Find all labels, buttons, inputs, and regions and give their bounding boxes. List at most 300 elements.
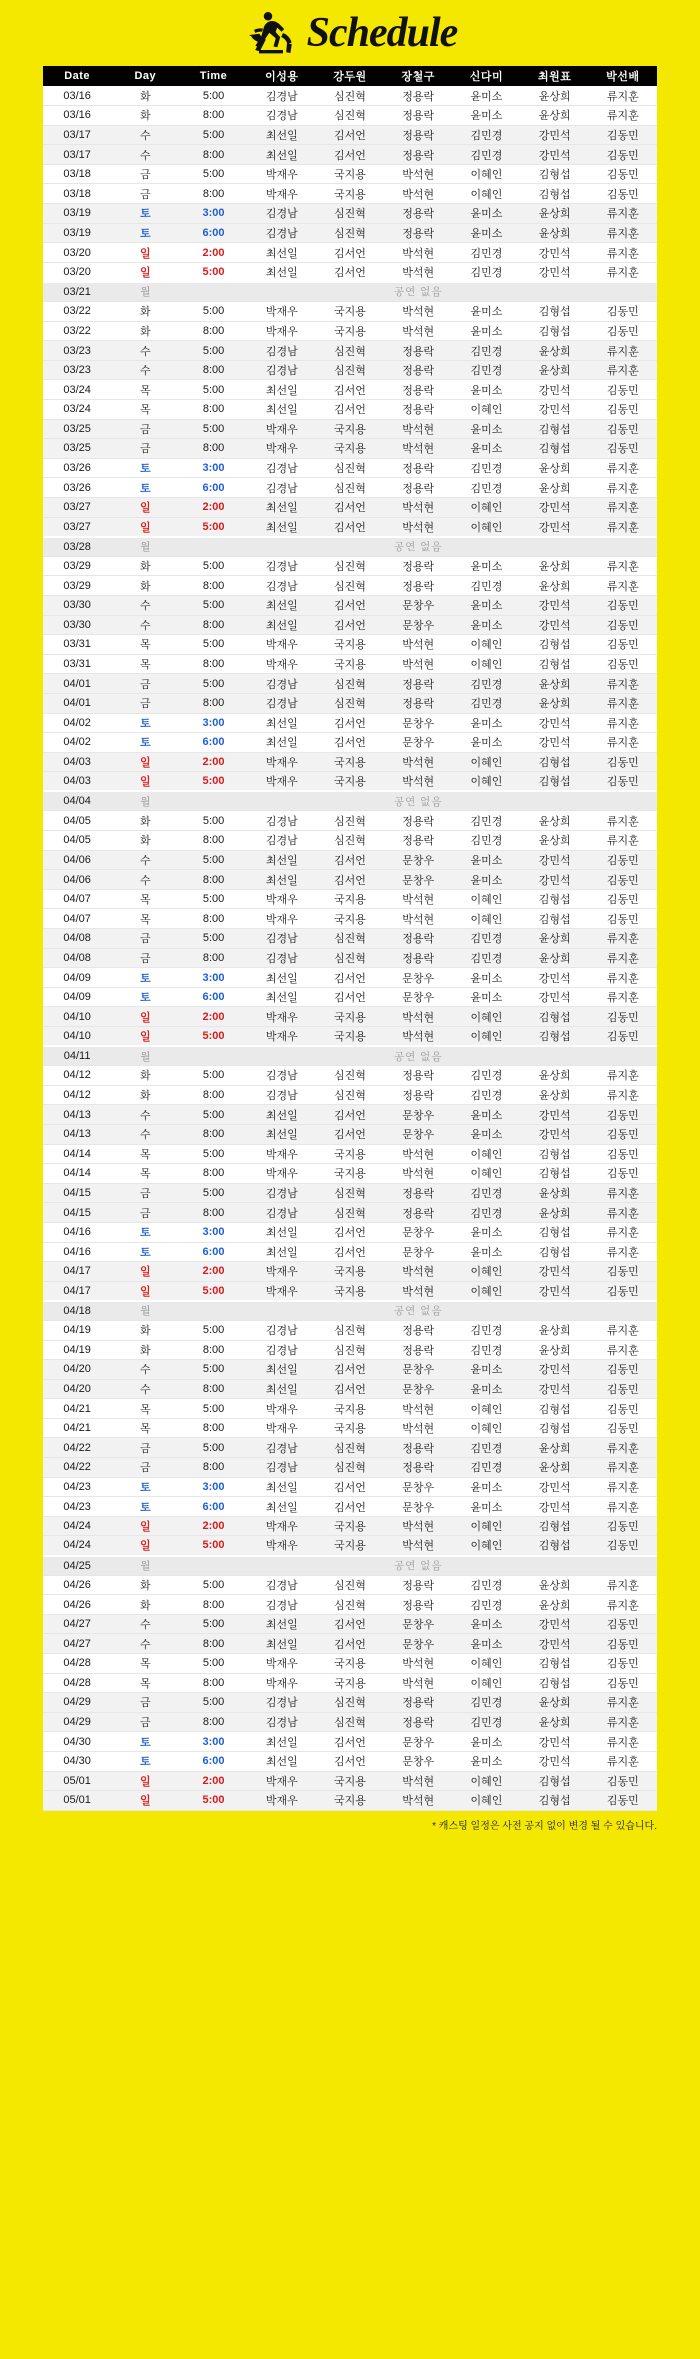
cell-cast-2: 김서언 — [316, 125, 384, 145]
table-row — [43, 556, 657, 576]
cell-cast-4: 윤미소 — [452, 1242, 520, 1262]
cell-day: 수 — [111, 1379, 179, 1399]
cell-day: 화 — [111, 1595, 179, 1615]
cell-date: 05/01 — [43, 1771, 111, 1791]
cell-cast-2: 김서언 — [316, 497, 384, 517]
cell-time: 8:00 — [179, 1634, 247, 1654]
cell-cast-3: 박석현 — [384, 1536, 452, 1556]
cell-day: 월 — [111, 791, 179, 811]
cell-cast-4: 윤미소 — [452, 106, 520, 126]
cell-time: 8:00 — [179, 360, 247, 380]
cell-date: 04/25 — [43, 1556, 111, 1576]
table-row — [43, 850, 657, 870]
cell-cast-1: 김경남 — [248, 204, 316, 224]
cell-cast-1: 김경남 — [248, 1183, 316, 1203]
cell-cast-6: 류지훈 — [589, 360, 657, 380]
cell-time: 5:00 — [179, 1066, 247, 1086]
cell-cast-2: 김서언 — [316, 1751, 384, 1771]
cell-day: 수 — [111, 125, 179, 145]
cell-day: 화 — [111, 831, 179, 851]
cell-time: 5:00 — [179, 595, 247, 615]
cell-cast-5: 강민석 — [521, 1477, 589, 1497]
table-row — [43, 380, 657, 400]
table-row — [43, 1771, 657, 1791]
cell-day: 화 — [111, 556, 179, 576]
cell-cast-4: 윤미소 — [452, 439, 520, 459]
table-row — [43, 1007, 657, 1027]
cell-cast-3: 정용락 — [384, 360, 452, 380]
cell-date: 04/09 — [43, 968, 111, 988]
cell-cast-2: 심진혁 — [316, 831, 384, 851]
cell-cast-6: 김동민 — [589, 1673, 657, 1693]
cell-cast-4: 김민경 — [452, 1085, 520, 1105]
cell-cast-4: 이혜인 — [452, 1771, 520, 1791]
table-row — [43, 145, 657, 165]
cell-cast-5: 김형섭 — [521, 909, 589, 929]
cell-day: 일 — [111, 1262, 179, 1282]
cell-time: 2:00 — [179, 1007, 247, 1027]
cell-cast-6: 류지훈 — [589, 811, 657, 831]
cell-cast-6: 류지훈 — [589, 693, 657, 713]
cell-cast-4: 김민경 — [452, 929, 520, 949]
cell-cast-5: 윤상희 — [521, 1066, 589, 1086]
cell-time: 8:00 — [179, 145, 247, 165]
cell-cast-2: 김서언 — [316, 595, 384, 615]
cell-time: 5:00 — [179, 1438, 247, 1458]
cell-cast-6: 류지훈 — [589, 1458, 657, 1478]
cell-cast-3: 박석현 — [384, 635, 452, 655]
cell-time: 5:00 — [179, 164, 247, 184]
cell-date: 04/05 — [43, 831, 111, 851]
cell-cast-6: 류지훈 — [589, 674, 657, 694]
cell-cast-4: 이혜인 — [452, 184, 520, 204]
table-row — [43, 360, 657, 380]
cell-cast-5: 김형섭 — [521, 439, 589, 459]
table-row — [43, 870, 657, 890]
cell-cast-5: 김형섭 — [521, 1791, 589, 1811]
cell-cast-4: 윤미소 — [452, 1124, 520, 1144]
cell-cast-2: 국지용 — [316, 1654, 384, 1674]
cell-cast-3: 박석현 — [384, 164, 452, 184]
cell-day: 화 — [111, 106, 179, 126]
cell-cast-3: 박석현 — [384, 497, 452, 517]
cell-cast-4: 이혜인 — [452, 400, 520, 420]
cell-date: 03/20 — [43, 262, 111, 282]
cell-day: 금 — [111, 1693, 179, 1713]
cell-cast-1: 박재우 — [248, 1399, 316, 1419]
cell-cast-2: 국지용 — [316, 1673, 384, 1693]
cell-time: 5:00 — [179, 380, 247, 400]
cell-cast-3: 정용락 — [384, 1693, 452, 1713]
cell-cast-5: 강민석 — [521, 497, 589, 517]
cell-time: 8:00 — [179, 1203, 247, 1223]
table-row — [43, 713, 657, 733]
cell-cast-1: 김경남 — [248, 341, 316, 361]
cell-cast-6: 류지훈 — [589, 929, 657, 949]
cell-time: 5:00 — [179, 1791, 247, 1811]
cell-no-show-label: 공연 없음 — [179, 282, 657, 302]
table-row — [43, 400, 657, 420]
cell-cast-1: 최선일 — [248, 243, 316, 263]
cell-cast-2: 김서언 — [316, 1732, 384, 1752]
cell-day: 수 — [111, 341, 179, 361]
cell-cast-1: 최선일 — [248, 713, 316, 733]
cell-time: 5:00 — [179, 517, 247, 537]
cell-cast-5: 윤상희 — [521, 1712, 589, 1732]
cell-cast-3: 박석현 — [384, 752, 452, 772]
table-row-no-show — [43, 1556, 657, 1576]
cell-cast-3: 정용락 — [384, 478, 452, 498]
cell-date: 03/31 — [43, 654, 111, 674]
cell-cast-2: 김서언 — [316, 243, 384, 263]
cell-time: 5:00 — [179, 674, 247, 694]
table-row — [43, 987, 657, 1007]
cell-date: 04/24 — [43, 1516, 111, 1536]
table-row — [43, 674, 657, 694]
cell-time: 8:00 — [179, 106, 247, 126]
cell-cast-1: 박재우 — [248, 1027, 316, 1047]
cell-day: 목 — [111, 1418, 179, 1438]
cell-cast-4: 윤미소 — [452, 1614, 520, 1634]
cell-date: 03/25 — [43, 439, 111, 459]
table-row — [43, 1673, 657, 1693]
cell-day: 금 — [111, 948, 179, 968]
cell-time: 5:00 — [179, 125, 247, 145]
cell-cast-3: 문창우 — [384, 1477, 452, 1497]
cell-cast-3: 정용락 — [384, 929, 452, 949]
cell-cast-4: 김민경 — [452, 243, 520, 263]
cell-cast-6: 김동민 — [589, 889, 657, 909]
cell-day: 토 — [111, 1242, 179, 1262]
cell-cast-5: 윤상희 — [521, 1693, 589, 1713]
cell-cast-4: 김민경 — [452, 811, 520, 831]
cell-time: 2:00 — [179, 1262, 247, 1282]
cell-cast-3: 정용락 — [384, 674, 452, 694]
cell-cast-3: 문창우 — [384, 1732, 452, 1752]
table-row — [43, 1654, 657, 1674]
cell-day: 화 — [111, 1320, 179, 1340]
cell-cast-6: 김동민 — [589, 1654, 657, 1674]
cell-cast-4: 이혜인 — [452, 1144, 520, 1164]
cell-cast-2: 김서언 — [316, 968, 384, 988]
cell-time: 2:00 — [179, 1771, 247, 1791]
cell-cast-3: 박석현 — [384, 1673, 452, 1693]
cell-day: 화 — [111, 811, 179, 831]
cell-cast-6: 김동민 — [589, 419, 657, 439]
cell-cast-3: 정용락 — [384, 831, 452, 851]
cell-cast-1: 박재우 — [248, 1262, 316, 1282]
cell-cast-2: 심진혁 — [316, 1575, 384, 1595]
cell-day: 토 — [111, 968, 179, 988]
cell-time: 6:00 — [179, 1497, 247, 1517]
cell-day: 토 — [111, 987, 179, 1007]
cell-cast-2: 국지용 — [316, 772, 384, 792]
cell-date: 03/24 — [43, 380, 111, 400]
cell-cast-6: 김동민 — [589, 1614, 657, 1634]
cell-cast-6: 김동민 — [589, 1379, 657, 1399]
cell-cast-6: 김동민 — [589, 654, 657, 674]
cell-cast-6: 류지훈 — [589, 262, 657, 282]
table-row — [43, 1320, 657, 1340]
cell-cast-3: 정용락 — [384, 1183, 452, 1203]
cell-time: 8:00 — [179, 576, 247, 596]
cell-cast-2: 김서언 — [316, 1497, 384, 1517]
cell-cast-4: 윤미소 — [452, 1360, 520, 1380]
cell-cast-1: 박재우 — [248, 1281, 316, 1301]
col-time: Time — [179, 66, 247, 86]
cell-cast-1: 김경남 — [248, 1438, 316, 1458]
cell-cast-4: 이혜인 — [452, 1516, 520, 1536]
cell-date: 04/02 — [43, 733, 111, 753]
cell-cast-1: 최선일 — [248, 733, 316, 753]
table-row — [43, 1477, 657, 1497]
cell-cast-1: 김경남 — [248, 674, 316, 694]
table-row — [43, 86, 657, 106]
cell-cast-1: 박재우 — [248, 164, 316, 184]
cell-date: 04/16 — [43, 1242, 111, 1262]
cell-time: 8:00 — [179, 615, 247, 635]
cell-cast-6: 류지훈 — [589, 458, 657, 478]
cell-time: 3:00 — [179, 1477, 247, 1497]
cell-date: 04/19 — [43, 1320, 111, 1340]
cell-cast-2: 심진혁 — [316, 360, 384, 380]
cell-date: 04/09 — [43, 987, 111, 1007]
cell-cast-3: 문창우 — [384, 1614, 452, 1634]
cell-cast-2: 국지용 — [316, 1281, 384, 1301]
table-row — [43, 1085, 657, 1105]
cell-cast-6: 김동민 — [589, 1105, 657, 1125]
cell-cast-1: 최선일 — [248, 615, 316, 635]
cell-day: 수 — [111, 870, 179, 890]
cell-cast-4: 김민경 — [452, 1712, 520, 1732]
cell-cast-2: 김서언 — [316, 1477, 384, 1497]
table-row-no-show — [43, 1301, 657, 1321]
cell-day: 토 — [111, 1222, 179, 1242]
cell-cast-6: 김동민 — [589, 321, 657, 341]
table-row-no-show — [43, 1046, 657, 1066]
cell-cast-3: 정용락 — [384, 1066, 452, 1086]
cell-day: 목 — [111, 1399, 179, 1419]
cell-cast-1: 박재우 — [248, 184, 316, 204]
cell-cast-1: 김경남 — [248, 1458, 316, 1478]
cell-time: 5:00 — [179, 1614, 247, 1634]
cell-cast-3: 박석현 — [384, 243, 452, 263]
cell-date: 04/06 — [43, 850, 111, 870]
cell-cast-5: 김형섭 — [521, 654, 589, 674]
cell-date: 04/30 — [43, 1751, 111, 1771]
cell-cast-4: 이혜인 — [452, 1027, 520, 1047]
cell-date: 03/22 — [43, 321, 111, 341]
cell-time: 8:00 — [179, 831, 247, 851]
cell-cast-4: 이혜인 — [452, 1536, 520, 1556]
cell-day: 토 — [111, 1477, 179, 1497]
cell-cast-5: 윤상희 — [521, 576, 589, 596]
cell-cast-4: 이혜인 — [452, 1418, 520, 1438]
table-row — [43, 106, 657, 126]
cell-cast-6: 김동민 — [589, 125, 657, 145]
cell-cast-1: 김경남 — [248, 86, 316, 106]
cell-cast-6: 김동민 — [589, 145, 657, 165]
cell-day: 일 — [111, 1536, 179, 1556]
cell-cast-3: 박석현 — [384, 1791, 452, 1811]
table-row — [43, 1124, 657, 1144]
cell-cast-3: 문창우 — [384, 1751, 452, 1771]
cell-date: 04/12 — [43, 1066, 111, 1086]
cell-cast-1: 김경남 — [248, 1066, 316, 1086]
cell-cast-6: 류지훈 — [589, 948, 657, 968]
cell-cast-3: 문창우 — [384, 713, 452, 733]
table-row — [43, 1575, 657, 1595]
cell-cast-4: 윤미소 — [452, 1105, 520, 1125]
cell-date: 04/12 — [43, 1085, 111, 1105]
cell-cast-5: 김형섭 — [521, 889, 589, 909]
cell-day: 토 — [111, 1732, 179, 1752]
cell-cast-6: 류지훈 — [589, 86, 657, 106]
table-row — [43, 1536, 657, 1556]
table-row — [43, 419, 657, 439]
cell-time: 8:00 — [179, 439, 247, 459]
cell-cast-5: 강민석 — [521, 850, 589, 870]
cell-cast-5: 강민석 — [521, 517, 589, 537]
col-cast-4: 신다미 — [452, 66, 520, 86]
cell-cast-5: 김형섭 — [521, 1399, 589, 1419]
cell-cast-5: 강민석 — [521, 400, 589, 420]
cell-cast-3: 정용락 — [384, 693, 452, 713]
cell-cast-5: 윤상희 — [521, 948, 589, 968]
cell-date: 04/30 — [43, 1732, 111, 1752]
cell-cast-5: 김형섭 — [521, 1222, 589, 1242]
cell-day: 일 — [111, 243, 179, 263]
cell-cast-4: 윤미소 — [452, 223, 520, 243]
cell-cast-4: 김민경 — [452, 262, 520, 282]
table-header-row — [43, 66, 657, 86]
cell-cast-2: 심진혁 — [316, 1066, 384, 1086]
cell-cast-5: 윤상희 — [521, 556, 589, 576]
cell-day: 수 — [111, 615, 179, 635]
cell-cast-1: 박재우 — [248, 439, 316, 459]
cell-cast-3: 박석현 — [384, 1516, 452, 1536]
cell-cast-6: 김동민 — [589, 752, 657, 772]
cell-day: 화 — [111, 86, 179, 106]
cell-day: 목 — [111, 380, 179, 400]
cell-date: 04/16 — [43, 1222, 111, 1242]
table-row — [43, 1027, 657, 1047]
cell-cast-3: 문창우 — [384, 1379, 452, 1399]
cell-date: 04/01 — [43, 693, 111, 713]
cell-cast-1: 최선일 — [248, 870, 316, 890]
cell-date: 04/17 — [43, 1262, 111, 1282]
table-row — [43, 948, 657, 968]
cell-cast-3: 박석현 — [384, 1027, 452, 1047]
table-row — [43, 929, 657, 949]
col-cast-6: 박선배 — [589, 66, 657, 86]
table-row — [43, 1438, 657, 1458]
cell-cast-1: 박재우 — [248, 635, 316, 655]
cell-cast-3: 박석현 — [384, 1281, 452, 1301]
cell-cast-5: 강민석 — [521, 1497, 589, 1517]
cell-date: 04/23 — [43, 1477, 111, 1497]
cell-cast-4: 김민경 — [452, 145, 520, 165]
cell-cast-6: 김동민 — [589, 380, 657, 400]
cell-day: 목 — [111, 909, 179, 929]
cell-cast-2: 심진혁 — [316, 1595, 384, 1615]
cell-cast-2: 국지용 — [316, 1144, 384, 1164]
cell-time: 5:00 — [179, 1105, 247, 1125]
cell-cast-5: 강민석 — [521, 987, 589, 1007]
schedule-table-wrap — [43, 66, 657, 1811]
cell-cast-4: 윤미소 — [452, 1222, 520, 1242]
cell-cast-2: 국지용 — [316, 419, 384, 439]
cell-cast-6: 김동민 — [589, 1262, 657, 1282]
table-row — [43, 1242, 657, 1262]
cell-cast-1: 최선일 — [248, 125, 316, 145]
cell-time: 5:00 — [179, 850, 247, 870]
cell-cast-3: 정용락 — [384, 380, 452, 400]
cell-cast-3: 문창우 — [384, 1124, 452, 1144]
cell-cast-4: 윤미소 — [452, 419, 520, 439]
cell-cast-3: 문창우 — [384, 968, 452, 988]
cell-date: 03/27 — [43, 497, 111, 517]
cell-cast-2: 심진혁 — [316, 556, 384, 576]
cell-cast-6: 류지훈 — [589, 1085, 657, 1105]
cell-time: 5:00 — [179, 1027, 247, 1047]
cell-cast-1: 최선일 — [248, 145, 316, 165]
cell-cast-4: 윤미소 — [452, 595, 520, 615]
cell-cast-5: 윤상희 — [521, 1575, 589, 1595]
table-row — [43, 772, 657, 792]
cell-day: 월 — [111, 282, 179, 302]
cell-cast-2: 심진혁 — [316, 204, 384, 224]
cell-cast-5: 강민석 — [521, 1262, 589, 1282]
cell-cast-4: 이혜인 — [452, 1399, 520, 1419]
cell-cast-4: 김민경 — [452, 1575, 520, 1595]
cell-time: 8:00 — [179, 870, 247, 890]
cell-cast-3: 박석현 — [384, 1144, 452, 1164]
cell-time: 8:00 — [179, 1124, 247, 1144]
table-row — [43, 1418, 657, 1438]
cell-cast-5: 김형섭 — [521, 184, 589, 204]
cell-day: 일 — [111, 1771, 179, 1791]
cell-cast-3: 정용락 — [384, 811, 452, 831]
cell-date: 03/22 — [43, 302, 111, 322]
cell-date: 04/06 — [43, 870, 111, 890]
cell-day: 화 — [111, 1575, 179, 1595]
cell-time: 2:00 — [179, 1516, 247, 1536]
cell-cast-5: 윤상희 — [521, 693, 589, 713]
cell-cast-1: 박재우 — [248, 654, 316, 674]
cell-day: 수 — [111, 595, 179, 615]
cell-cast-6: 김동민 — [589, 1124, 657, 1144]
table-row — [43, 1751, 657, 1771]
cell-cast-4: 윤미소 — [452, 968, 520, 988]
cell-time: 8:00 — [179, 1418, 247, 1438]
cell-cast-3: 정용락 — [384, 400, 452, 420]
cell-cast-4: 윤미소 — [452, 1477, 520, 1497]
table-row — [43, 1791, 657, 1811]
cell-cast-6: 김동민 — [589, 1007, 657, 1027]
cell-cast-1: 최선일 — [248, 1732, 316, 1752]
table-row — [43, 889, 657, 909]
table-row-no-show — [43, 282, 657, 302]
cell-cast-5: 강민석 — [521, 1281, 589, 1301]
cell-cast-2: 심진혁 — [316, 948, 384, 968]
cell-cast-4: 김민경 — [452, 831, 520, 851]
cell-cast-5: 강민석 — [521, 733, 589, 753]
cell-day: 금 — [111, 1438, 179, 1458]
cell-cast-3: 문창우 — [384, 987, 452, 1007]
cell-cast-4: 김민경 — [452, 458, 520, 478]
cell-cast-4: 윤미소 — [452, 1379, 520, 1399]
